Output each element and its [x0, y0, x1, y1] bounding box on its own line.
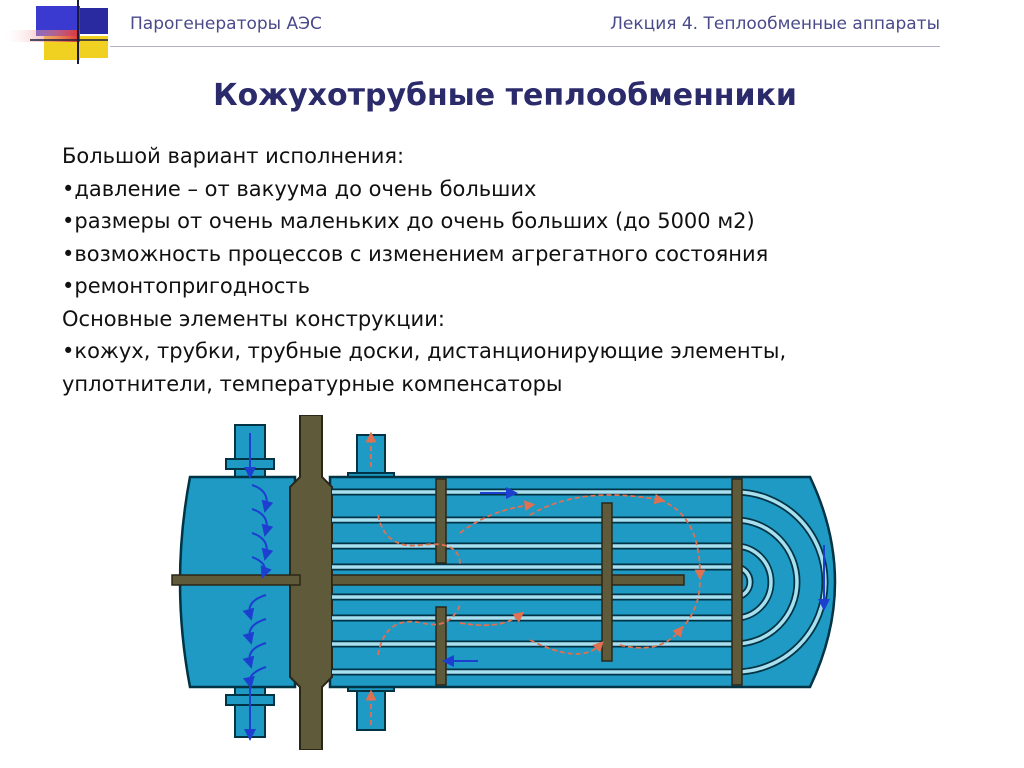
course-title: Парогенераторы АЭС	[130, 14, 322, 34]
body-line: уплотнители, температурные компенсаторы	[62, 371, 563, 396]
body-line: •возможность процессов с изменением агрегатного состояния	[62, 241, 769, 266]
body-line: •давление – от вакуума до очень больших	[62, 176, 537, 201]
body-line: •кожух, трубки, трубные доски, дистанционирующие элементы,	[62, 339, 787, 363]
baffle	[602, 503, 612, 661]
heat-exchanger-diagram	[160, 415, 860, 750]
baffle	[436, 479, 446, 563]
header-divider	[110, 46, 940, 47]
body-line: •ремонтопригодность	[62, 274, 310, 298]
body-line: Большой вариант исполнения:	[62, 144, 405, 168]
lecture-title: Лекция 4. Теплообменные аппараты	[610, 14, 940, 34]
slide-title: Кожухотрубные теплообменники	[213, 78, 797, 113]
slide-logo-icon	[0, 0, 110, 66]
baffle	[436, 607, 446, 685]
slide-body	[62, 140, 962, 400]
tube-support	[732, 479, 742, 685]
body-line: Основные элементы конструкции:	[62, 306, 445, 331]
pass-partition	[172, 575, 300, 585]
body-line: •размеры от очень маленьких до очень больших (до 5000 м2)	[62, 209, 755, 233]
